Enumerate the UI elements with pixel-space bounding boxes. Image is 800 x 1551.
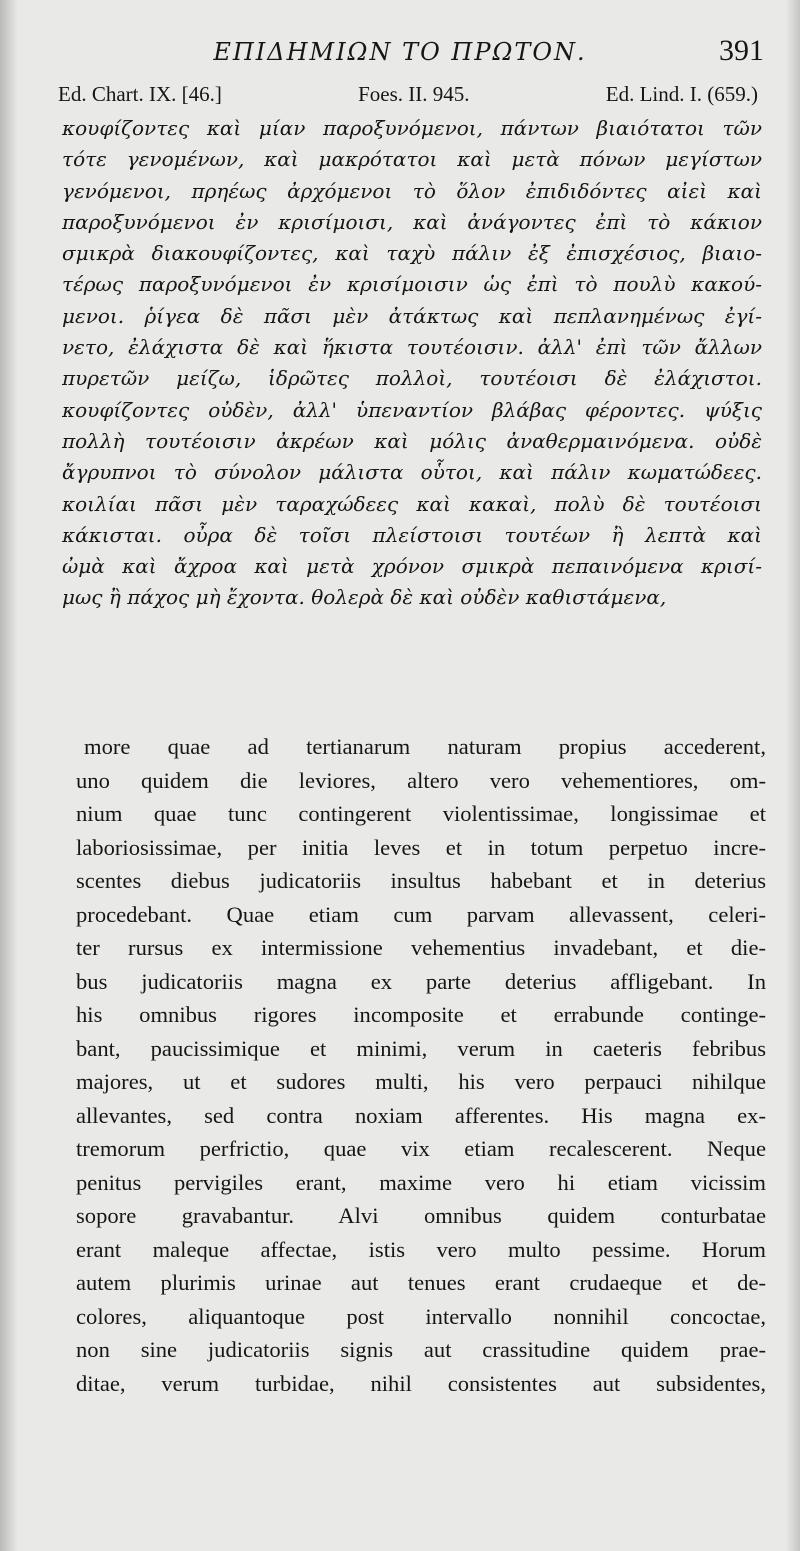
latin-line: majores, ut et sudores multi, his vero perpauci nihilque bbox=[76, 1069, 766, 1094]
latin-line: colores, aliquantoque post intervallo nonnihil concoctae, bbox=[76, 1303, 766, 1329]
greek-line: παροξυνόμενοι ἐν κρισίμοισι, καὶ ἀνάγοντες ἐπὶ τὸ κάκιον bbox=[62, 209, 762, 234]
latin-line: ter rursus ex intermissione vehementius invadebant, et die- bbox=[76, 935, 766, 960]
page-number: 391 bbox=[719, 34, 764, 67]
greek-line: ἄγρυπνοι τὸ σύνολον μάλιστα οὗτοι, καὶ πάλιν κωματώδεες. bbox=[62, 460, 762, 485]
latin-line: uno quidem die leviores, altero vero vehementiores, om- bbox=[76, 767, 766, 793]
greek-line: πυρετῶν μείζω, ἱδρῶτες πολλοὶ, τουτέοισι δὲ ἐλάχιστοι. bbox=[62, 366, 762, 391]
latin-line: erant maleque affectae, istis vero multo pessime. Horum bbox=[76, 1236, 766, 1262]
latin-line: tremorum perfrictio, quae vix etiam recalescerent. Neque bbox=[76, 1136, 766, 1161]
page-edge-shadow bbox=[786, 0, 800, 1551]
latin-line: bus judicatoriis magna ex parte deterius affligebant. In bbox=[76, 968, 766, 994]
running-title: ΕΠΙΔΗΜΙΩΝ ΤΟ ΠΡΩΤΟΝ. bbox=[213, 38, 587, 66]
greek-line: κουφίζοντες καὶ μίαν παροξυνόμενοι, πάντων βιαιότατοι τῶν bbox=[62, 116, 762, 140]
greek-line: τέρως παροξυνόμενοι ἐν κρισίμοισιν ὡς ἐπὶ τὸ πουλὺ κακού- bbox=[62, 272, 762, 297]
latin-line: his omnibus rigores incomposite et errabunde continge- bbox=[76, 1002, 766, 1027]
latin-line: more quae ad tertianarum naturam propius accederent, bbox=[84, 734, 766, 759]
ref-foes: Foes. II. 945. bbox=[358, 82, 470, 106]
latin-line: bant, paucissimique et minimi, verum in caeteris febribus bbox=[76, 1035, 766, 1061]
latin-line: ditae, verum turbidae, nihil consistentes aut subsidentes, bbox=[76, 1370, 766, 1396]
latin-line: non sine judicatoriis signis aut crassitudine quidem prae- bbox=[76, 1337, 766, 1362]
greek-line: ὠμὰ καὶ ἄχροα καὶ μετὰ χρόνον σμικρὰ πεπαινόμενα κρισί- bbox=[62, 554, 762, 579]
latin-line: sopore gravabantur. Alvi omnibus quidem conturbatae bbox=[76, 1203, 766, 1228]
greek-line: νετο, ἐλάχιστα δὲ καὶ ἥκιστα τουτέοισιν. ἀλλ' ἐπὶ τῶν ἄλλων bbox=[62, 335, 762, 360]
greek-line: κάκισται. οὖρα δὲ τοῖσι πλείστοισι τουτέων ἢ λεπτὰ καὶ bbox=[62, 522, 762, 547]
greek-line: γενόμενοι, πρηέως ἀρχόμενοι τὸ ὅλον ἐπιδιδόντες αἰεὶ καὶ bbox=[62, 178, 762, 203]
latin-line: autem plurimis urinae aut tenues erant crudaeque et de- bbox=[76, 1270, 766, 1295]
page-gutter-shadow bbox=[0, 0, 18, 1551]
greek-line: κουφίζοντες οὐδὲν, ἀλλ' ὑπεναντίον βλάβας φέροντες. ψύξις bbox=[62, 397, 762, 422]
edition-references bbox=[58, 82, 758, 107]
latin-line: scentes diebus judicatoriis insultus habebant et in deterius bbox=[76, 868, 766, 893]
greek-line: μως ἢ πάχος μὴ ἔχοντα. θολερὰ δὲ καὶ οὐδὲν καθιστάμενα, bbox=[62, 585, 667, 610]
latin-line: nium quae tunc contingerent violentissimae, longissimae et bbox=[76, 801, 766, 826]
greek-line: πολλὴ τουτέοισιν ἀκρέων καὶ μόλις ἀναθερμαινόμενα. οὐδὲ bbox=[62, 428, 762, 453]
greek-line: κοιλίαι πᾶσι μὲν ταραχώδεες καὶ κακαὶ, πολὺ δὲ τουτέοισι bbox=[62, 491, 762, 516]
greek-line: σμικρὰ διακουφίζοντες, καὶ ταχὺ πάλιν ἐξ ἐπισχέσιος, βιαιο- bbox=[62, 241, 762, 266]
greek-line: τότε γενομένων, καὶ μακρότατοι καὶ μετὰ πόνων μεγίστων bbox=[62, 147, 762, 172]
latin-line: penitus pervigiles erant, maxime vero hi etiam vicissim bbox=[76, 1169, 766, 1195]
greek-text-block bbox=[62, 113, 762, 614]
latin-line: allevantes, sed contra noxiam afferentes. His magna ex- bbox=[76, 1102, 766, 1128]
latin-text-block bbox=[76, 730, 766, 1400]
latin-line: procedebant. Quae etiam cum parvam allevassent, celeri- bbox=[76, 901, 766, 927]
latin-line: laboriosissimae, per initia leves et in totum perpetuo incre- bbox=[76, 834, 766, 860]
ref-chartier: Ed. Chart. IX. [46.] bbox=[58, 82, 222, 106]
ref-linden: Ed. Lind. I. (659.) bbox=[605, 82, 758, 106]
greek-line: μενοι. ῥίγεα δὲ πᾶσι μὲν ἀτάκτως καὶ πεπλανημένως ἐγί- bbox=[62, 303, 762, 328]
